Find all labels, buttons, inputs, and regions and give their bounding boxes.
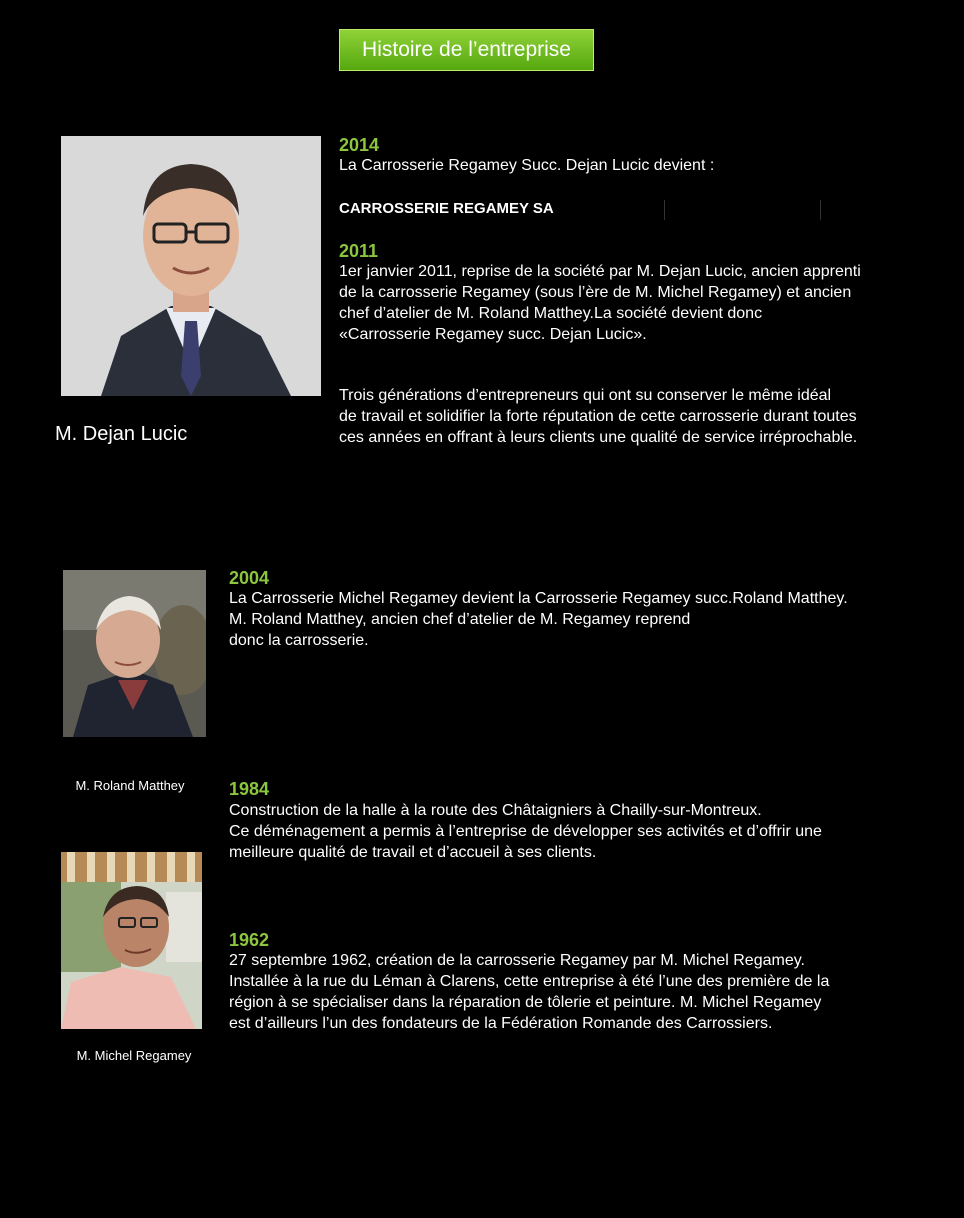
year-1984: 1984 <box>229 779 270 799</box>
year-2011: 2011 <box>339 241 379 261</box>
year-1962: 1962 <box>229 930 270 950</box>
dejan-lucic-photo <box>61 136 321 396</box>
roland-matthey-caption: M. Roland Matthey <box>75 778 185 793</box>
roland-matthey-photo <box>63 570 206 737</box>
summary-text: Trois générations d’entrepreneurs qui ont su conserver le même idéal de travail et solidifier la forte réputation de cette carrosserie durant toutes ces années en offrant à leurs clients une qualité de service irréprochable. <box>339 387 858 446</box>
company-name: CARROSSERIE REGAMEY SA <box>339 200 554 217</box>
page-title: Histoire de l’entreprise <box>339 29 594 71</box>
text-1962: 27 septembre 1962, création de la carrosserie Regamey par M. Michel Regamey. Installée à la rue du Léman à Clarens, cette entreprise à été l’une des première de la région à se spécialiser dans la réparation de tôlerie et peinture. M. Michel Regamey est d’ailleurs l’un des fondateurs de la Fédération Romande des Carrossiers. <box>229 952 830 1032</box>
michel-regamey-photo <box>61 852 202 1029</box>
text-2004: La Carrosserie Michel Regamey devient la Carrosserie Regamey succ.Roland Matthey. M. Roland Matthey, ancien chef d’atelier de M. Regamey reprend donc la carrosserie. <box>229 590 848 649</box>
year-2014: 2014 <box>339 135 380 155</box>
text-1984: Construction de la halle à la route des Châtaigniers à Chailly-sur-Montreux. Ce déménagement a permis à l’entreprise de développer ses activités et d’offrir une meilleure qualité de travail et d’accueil à ses clients. <box>229 802 822 861</box>
michel-regamey-caption: M. Michel Regamey <box>76 1048 192 1063</box>
text-2011: 1er janvier 2011, reprise de la société par M. Dejan Lucic, ancien apprenti de la carrosserie Regamey (sous l’ère de M. Michel Regamey) et ancien chef d’atelier de M. Roland Matthey.La société devient donc «Carrosserie Regamey succ. Dejan Lucic». <box>339 263 861 343</box>
dejan-lucic-caption: M. Dejan Lucic <box>55 423 188 445</box>
divider-right <box>820 200 821 220</box>
year-2004: 2004 <box>229 568 270 588</box>
divider-left <box>664 200 665 220</box>
text-2014: La Carrosserie Regamey Succ. Dejan Lucic devient : <box>339 157 715 174</box>
